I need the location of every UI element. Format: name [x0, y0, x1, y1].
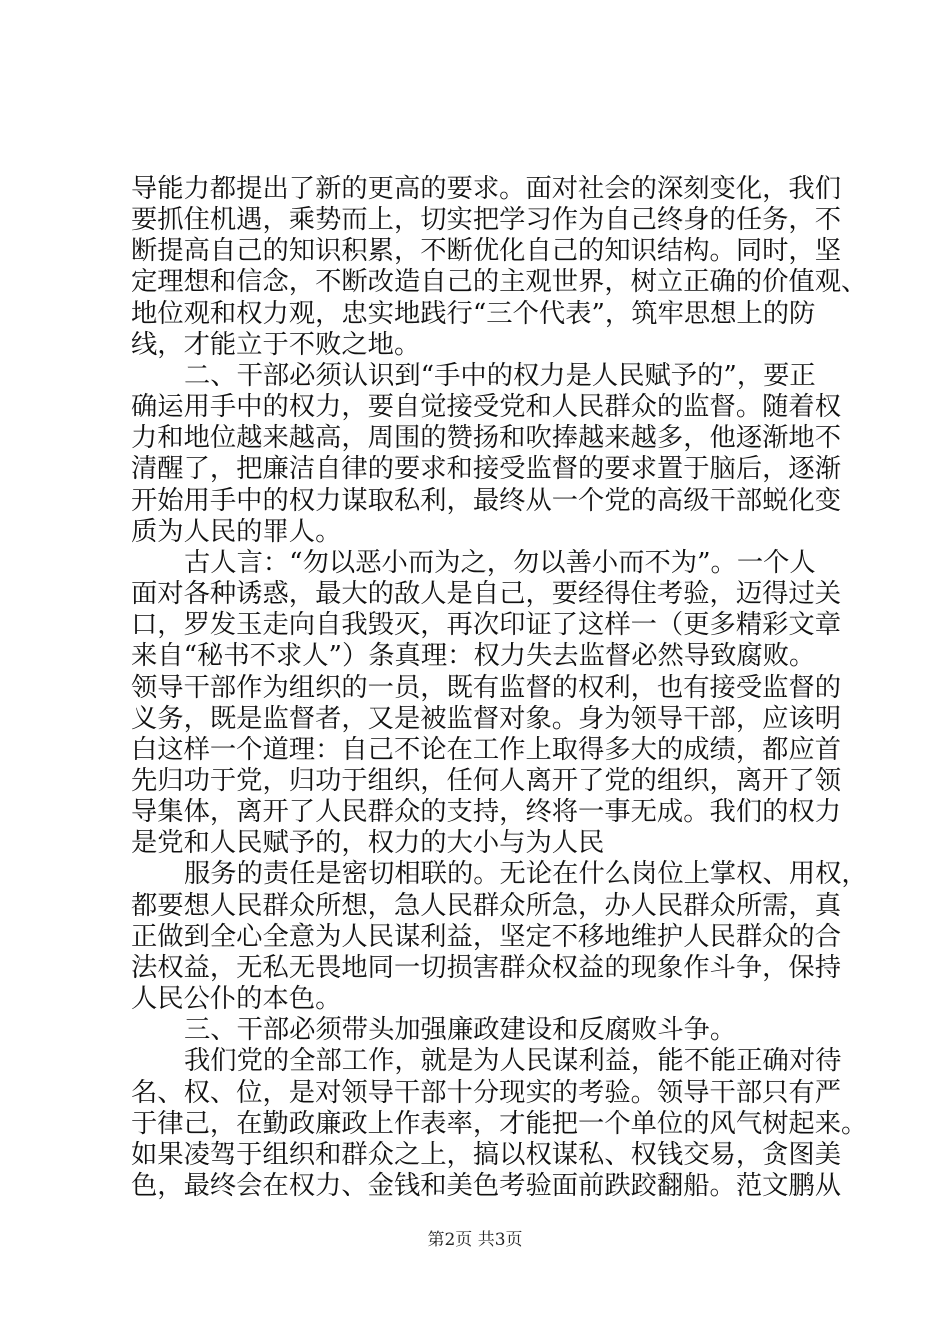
text-line: 清醒了，把廉洁自律的要求和接受监督的要求置于脑后，逐渐 — [131, 454, 842, 485]
text-line: 先归功于党，归功于组织，任何人离开了党的组织，离开了领 — [131, 765, 842, 796]
text-line: 白这样一个道理：自己不论在工作上取得多大的成绩，都应首 — [131, 734, 842, 765]
text-line: 质为人民的罪人。 — [131, 516, 342, 547]
text-line: 确运用手中的权力，要自觉接受党和人民群众的监督。随着权 — [131, 392, 842, 423]
text-line: 领导干部作为组织的一员，既有监督的权利，也有接受监督的 — [131, 672, 842, 703]
text-line: 二、干部必须认识到“手中的权力是人民赋予的”，要正 — [184, 360, 816, 391]
text-line: 定理想和信念，不断改造自己的主观世界，树立正确的价值观、 — [131, 267, 868, 298]
text-line: 要抓住机遇，乘势而上，切实把学习作为自己终身的任务，不 — [131, 205, 842, 236]
text-line: 色，最终会在权力、金钱和美色考验面前跌跤翻船。范文鹏从 — [131, 1171, 842, 1201]
text-line: 是党和人民赋予的，权力的大小与为人民 — [131, 828, 605, 859]
text-line: 古人言：“勿以恶小而为之，勿以善小而不为”。一个人 — [184, 547, 816, 578]
text-line: 开始用手中的权力谋取私利，最终从一个党的高级干部蜕化变 — [131, 485, 842, 516]
text-line: 三、干部必须带头加强廉政建设和反腐败斗争。 — [184, 1015, 737, 1046]
page-number-footer: 第2页 共3页 — [427, 1230, 523, 1250]
text-line: 名、权、位，是对领导干部十分现实的考验。领导干部只有严 — [131, 1077, 842, 1108]
text-line: 我们党的全部工作，就是为人民谋利益，能不能正确对待 — [184, 1046, 842, 1077]
text-line: 于律己，在勤政廉政上作表率，才能把一个单位的风气树起来。 — [131, 1108, 868, 1139]
text-line: 正做到全心全意为人民谋利益，坚定不移地维护人民群众的合 — [131, 921, 842, 952]
text-line: 导能力都提出了新的更高的要求。面对社会的深刻变化，我们 — [131, 174, 842, 204]
text-line: 地位观和权力观，忠实地践行“三个代表”，筑牢思想上的防 — [131, 298, 816, 329]
text-line: 法权益，无私无畏地同一切损害群众权益的现象作斗争，保持 — [131, 952, 842, 983]
text-line: 如果凌驾于组织和群众之上，搞以权谋私、权钱交易，贪图美 — [131, 1139, 842, 1170]
text-line: 线，才能立于不败之地。 — [131, 329, 421, 360]
text-line: 服务的责任是密切相联的。无论在什么岗位上掌权、用权， — [184, 859, 868, 890]
text-line: 导集体，离开了人民群众的支持，终将一事无成。我们的权力 — [131, 797, 842, 828]
text-line: 义务，既是监督者，又是被监督对象。身为领导干部，应该明 — [131, 703, 842, 734]
text-line: 口，罗发玉走向自我毁灭，再次印证了这样一（更多精彩文章 — [131, 610, 842, 641]
text-line: 力和地位越来越高，周围的赞扬和吹捧越来越多，他逐渐地不 — [131, 423, 842, 454]
text-line: 人民公仆的本色。 — [131, 984, 342, 1015]
text-line: 面对各种诱惑，最大的敌人是自己，要经得住考验，迈得过关 — [131, 579, 842, 610]
text-line: 都要想人民群众所想，急人民群众所急，办人民群众所需，真 — [131, 890, 842, 921]
text-line: 断提高自己的知识积累，不断优化自己的知识结构。同时，坚 — [131, 236, 842, 267]
text-line: 来自“秘书不求人”）条真理：权力失去监督必然导致腐败。 — [131, 641, 816, 672]
